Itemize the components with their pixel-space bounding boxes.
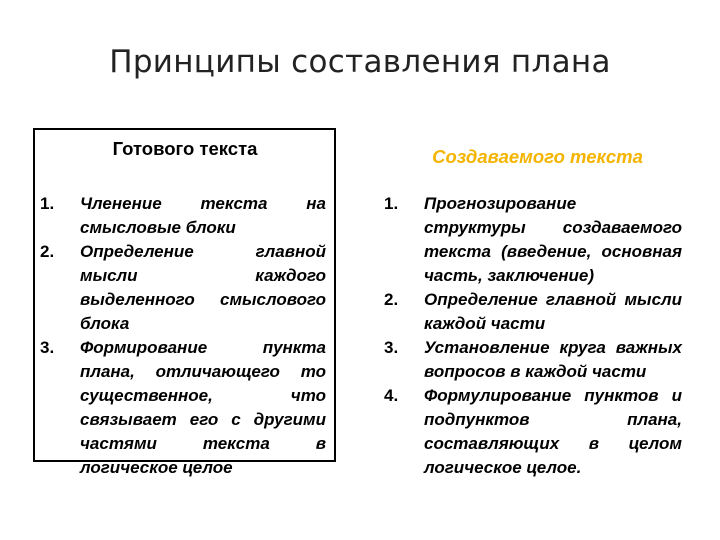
list-item-text: Прогнозирование структуры создаваемого текста (введение, основная часть, заключение) [424,194,682,285]
slide-title: Принципы составления плана [109,44,611,80]
list-item [40,336,326,480]
list-item-number: 3. [40,338,55,357]
list-item-number: 1. [384,194,399,213]
right-column-heading: Создаваемого текста [432,146,643,167]
left-column-list [40,192,326,480]
list-item-text: Формулирование пунктов и подпунктов плана, составляющих в целом логическое целое. [424,386,682,477]
list-item-number: 2. [384,290,399,309]
list-item-text: Определение главной мысли каждой части [424,290,682,333]
list-item-number: 4. [384,386,399,405]
list-item [384,336,682,384]
list-item [384,288,682,336]
list-item-text: Членение текста на смысловые блоки [80,194,326,237]
right-column-list [384,192,682,480]
list-item-text: Определение главной мысли каждого выделенного смыслового блока [80,242,326,333]
list-item [40,240,326,336]
list-item-text: Формирование пункта плана, отличающего то существенное, что связывает его с другими частями текста в логическое целое [80,338,326,477]
list-item [384,384,682,480]
list-item-number: 3. [384,338,399,357]
list-item [40,192,326,240]
list-item-text: Установление круга важных вопросов в каждой части [424,338,682,381]
list-item-number: 1. [40,194,55,213]
list-item [384,192,682,288]
list-item-number: 2. [40,242,55,261]
left-column-heading: Готового текста [112,138,258,159]
